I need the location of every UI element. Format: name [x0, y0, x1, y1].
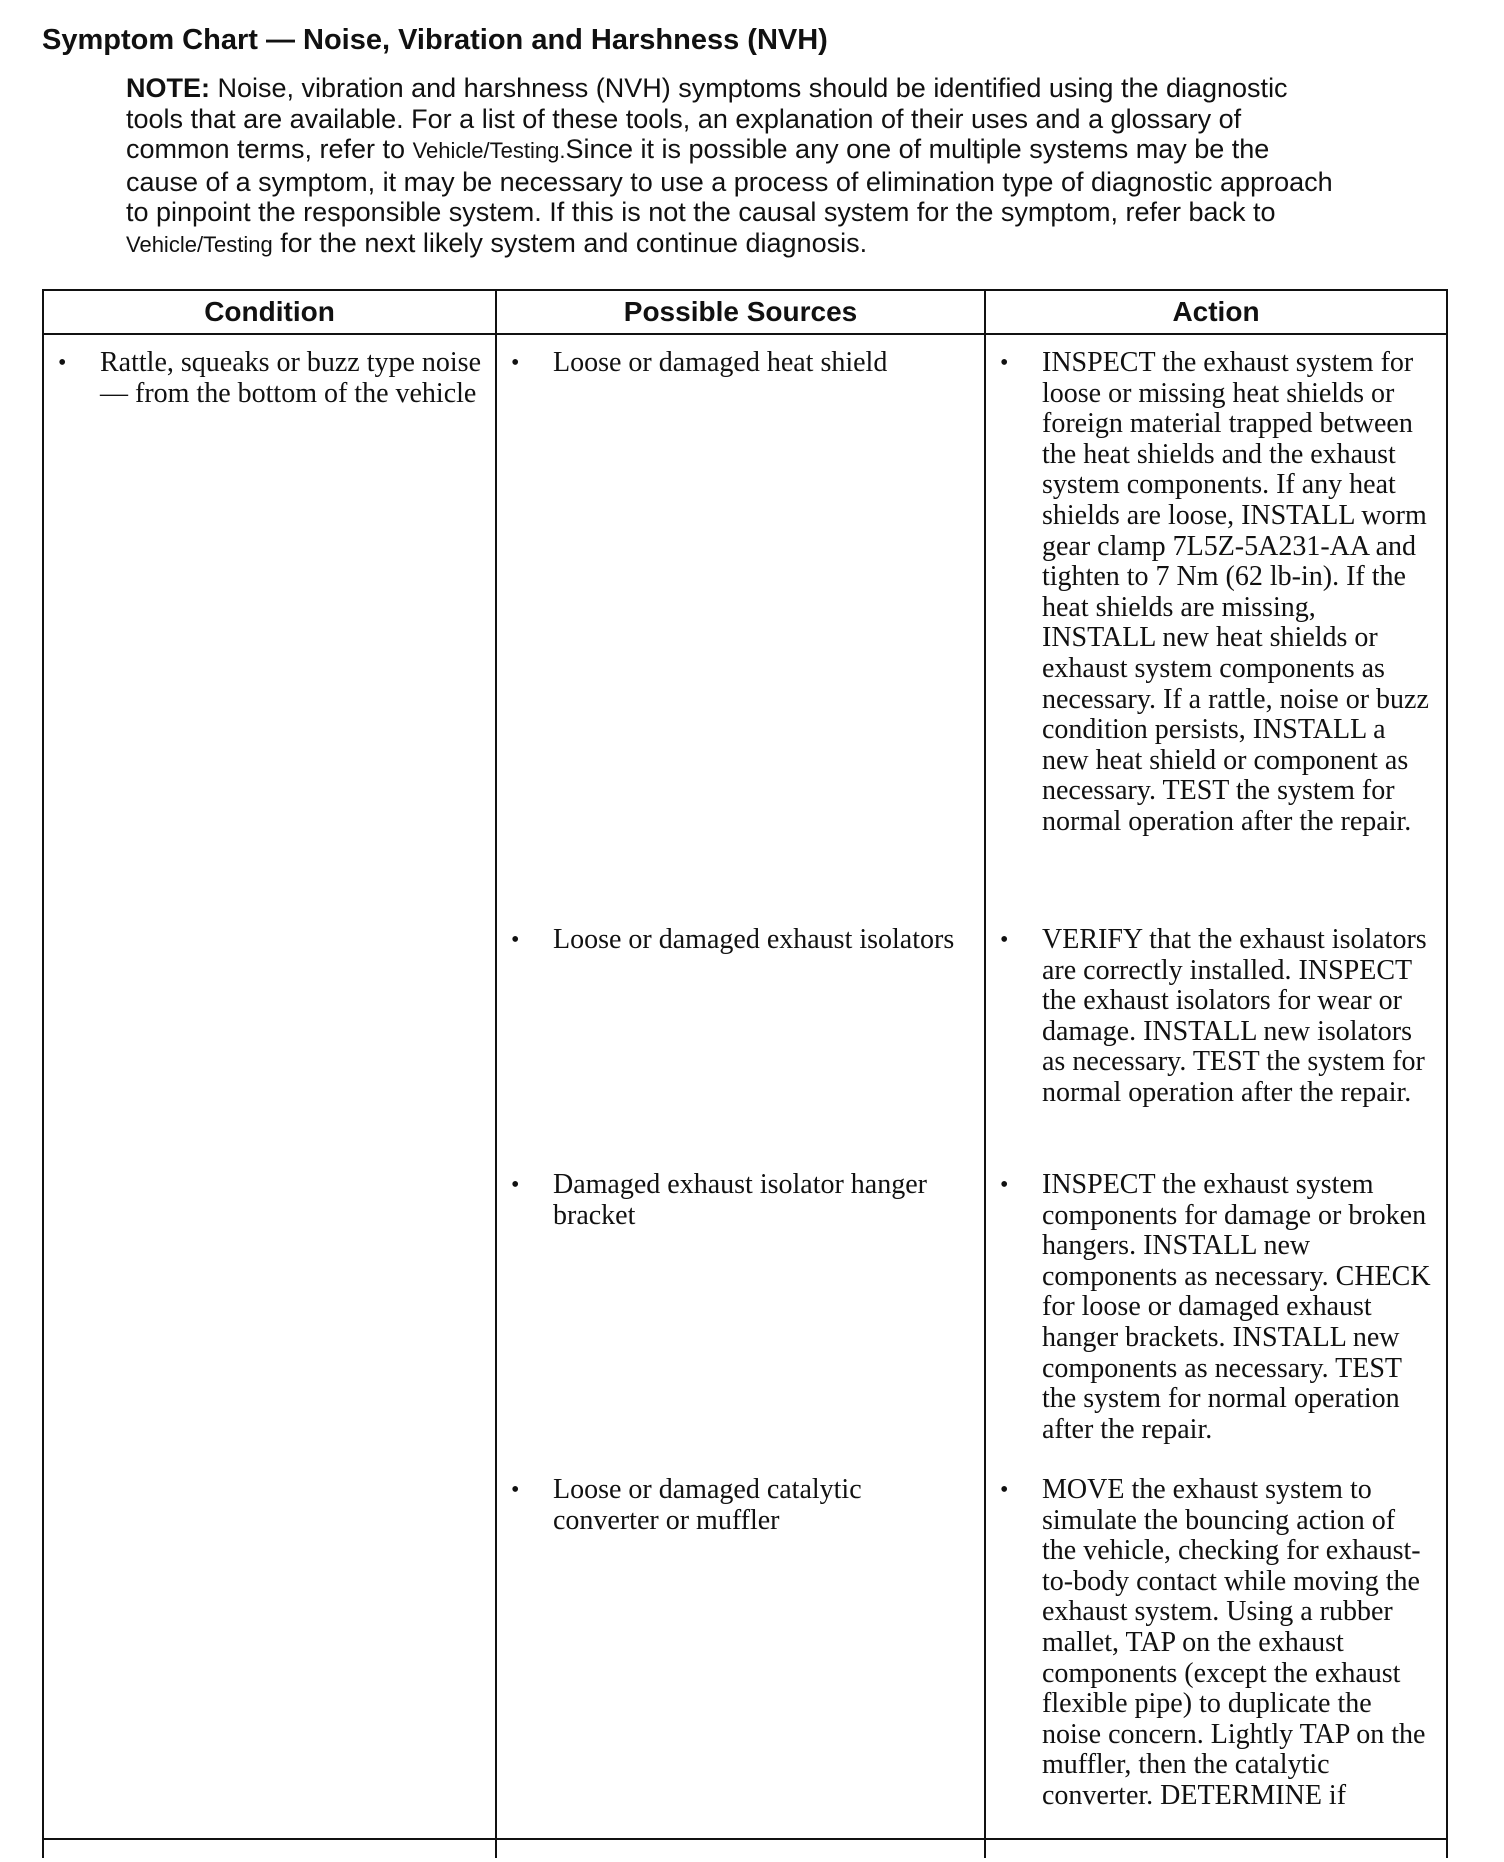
action-item: • INSPECT the exhaust system components for damage or broken hangers. INSTALL new components as necessary. CHECK for loose or damaged exhaust hanger brackets. INSTALL new components as necessary. TEST the system for normal operation after the repair. [986, 1170, 1446, 1445]
action-item: • MOVE the exhaust system to simulate the bouncing action of the vehicle, checking for exhaust-to-body contact while moving the exhaust system. Using a rubber mallet, TAP on the exhaust components (except the exhaust flexible pipe) to duplicate the noise concern. Lightly TAP on the muffler, then the catalytic converter. DETERMINE if [986, 1475, 1446, 1812]
actions-cell [985, 334, 1447, 1858]
column-header-possible-sources: Possible Sources [496, 290, 985, 334]
action-item: • VERIFY that the exhaust isolators are correctly installed. INSPECT the exhaust isolators for wear or damage. INSTALL new isolators as necessary. TEST the system for normal operation after the repair. [986, 925, 1446, 1109]
note-paragraph [126, 73, 1346, 260]
condition-cell [43, 334, 496, 1858]
note-text: Since it is possible any one of multiple systems may be the cause of a symptom, it may be necessary to use a process of elimination type of diagnostic approach to pinpoint the responsible system. If this is not the causal system for the symptom, refer back to [126, 134, 1333, 227]
source-item: • Loose or damaged exhaust isolators [497, 925, 984, 956]
source-item: • Loose or damaged heat shield [497, 348, 984, 379]
symptom-chart-table [42, 289, 1448, 1858]
condition-item: • Rattle, squeaks or buzz type noise — from the bottom of the vehicle [44, 348, 495, 409]
note-text: for the next likely system and continue diagnosis. [272, 227, 868, 258]
source-item: • Loose or damaged catalytic converter or muffler [497, 1475, 984, 1536]
note-text: Noise, vibration and harshness (NVH) symptoms should be identified using the diagnostic tools that are available. For a list of these tools, an explanation of their uses and a glossary of common terms, refer to [126, 73, 1288, 164]
note-reference: Vehicle/Testing [126, 231, 273, 257]
note-reference: Vehicle/Testing. [412, 138, 566, 163]
column-header-condition: Condition [43, 290, 496, 334]
table-row [43, 334, 1447, 1858]
table-header-row [43, 290, 1447, 334]
sources-cell [496, 334, 985, 1858]
note-label: NOTE: [126, 73, 210, 103]
source-item: • Damaged exhaust isolator hanger bracket [497, 1170, 984, 1231]
page-title: Symptom Chart — Noise, Vibration and Harshness (NVH) [42, 24, 828, 56]
action-item: • INSPECT the exhaust system for loose or missing heat shields or foreign material trapped between the heat shields and the exhaust system components. If any heat shields are loose, INSTALL worm gear clamp 7L5Z-5A231-AA and tighten to 7 Nm (62 lb-in). If the heat shields are missing, INSTALL new heat shields or exhaust system components as necessary. If a rattle, noise or buzz condition persists, INSTALL a new heat shield or component as necessary. TEST the system for normal operation after the repair. [986, 348, 1446, 838]
column-header-action: Action [985, 290, 1447, 334]
page-bottom-rule [42, 1838, 1446, 1840]
